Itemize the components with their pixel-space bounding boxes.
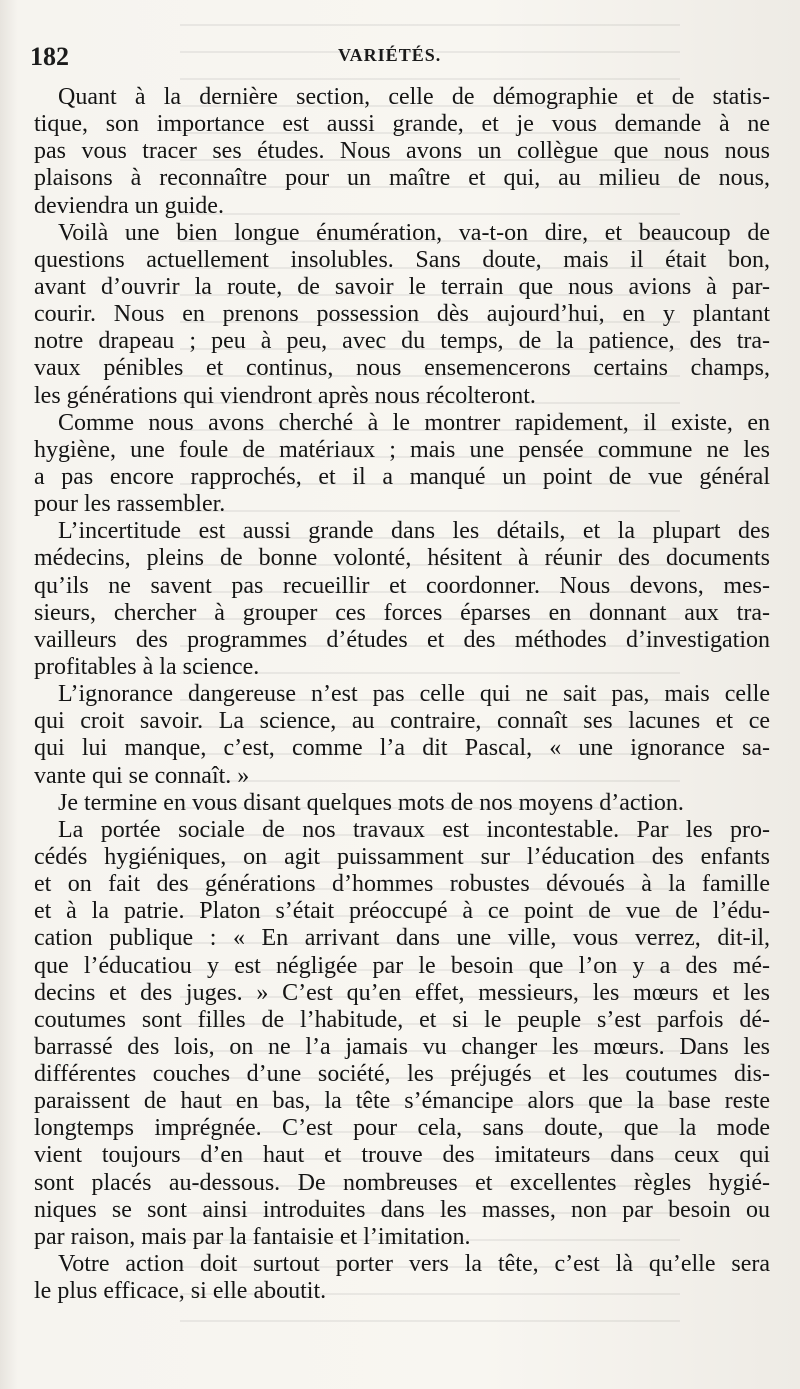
text-line: vaux pénibles et continus, nous ensemencerons certains champs, — [34, 355, 770, 382]
text-line: différentes couches d’une société, les préjugés et les coutumes dis- — [34, 1061, 770, 1088]
text-line: L’incertitude est aussi grande dans les détails, et la plupart des — [58, 518, 770, 545]
paragraph — [34, 817, 770, 1251]
paragraph — [34, 410, 770, 519]
text-line: coutumes sont filles de l’habitude, et si le peuple s’est parfois dé- — [34, 1006, 770, 1033]
text-line: notre drapeau ; peu à peu, avec du temps, de la patience, des tra- — [34, 328, 770, 355]
page-number: 182 — [30, 42, 69, 71]
text-line: paraissent de haut en bas, la tête s’émancipe alors que la base reste — [34, 1088, 770, 1115]
body-text — [34, 84, 770, 1305]
text-line: decins et des juges. » C’est qu’en effet, messieurs, les mœurs et les — [34, 979, 770, 1006]
text-line: vient toujours d’en haut et trouve des imitateurs dans ceux qui — [34, 1142, 770, 1169]
text-line: barrassé des lois, on ne l’a jamais vu changer les mœurs. Dans les — [34, 1033, 770, 1060]
text-line: Comme nous avons cherché à le montrer rapidement, il existe, en — [58, 409, 770, 436]
text-line: plaisons à reconnaître pour un maître et qui, au milieu de nous, — [34, 165, 770, 192]
text-line: profitables à la science. — [34, 653, 260, 680]
text-line: courir. Nous en prenons possession dès aujourd’hui, en y plantant — [34, 301, 770, 328]
text-line: vante qui se connaît. » — [34, 762, 250, 789]
text-line: Je termine en vous disant quelques mots de nos moyens d’action. — [58, 789, 684, 816]
text-line: longtemps imprégnée. C’est pour cela, sans doute, que la mode — [34, 1115, 770, 1142]
text-line: le plus efficace, si elle aboutit. — [34, 1278, 327, 1305]
text-line: sont placés au-dessous. De nombreuses et excellentes règles hygié- — [34, 1169, 770, 1196]
text-line: La portée sociale de nos travaux est incontestable. Par les pro- — [58, 816, 770, 843]
text-line: médecins, pleins de bonne volonté, hésitent à réunir des documents — [34, 545, 770, 572]
text-line: sieurs, chercher à grouper ces forces éparses en donnant aux tra- — [34, 599, 770, 626]
page-header — [30, 42, 770, 74]
text-line: que l’éducatiou y est négligée par le besoin que l’on y a des mé- — [34, 952, 770, 979]
text-line: pas vous tracer ses études. Nous avons un collègue que nous nous — [34, 138, 770, 165]
text-line: qui croit savoir. La science, au contraire, connaît ses lacunes et ce — [34, 708, 770, 735]
text-line: par raison, mais par la fantaisie et l’imitation. — [34, 1223, 471, 1250]
paragraph — [34, 790, 770, 817]
text-line: qui lui manque, c’est, comme l’a dit Pascal, « une ignorance sa- — [34, 735, 770, 762]
text-line: a pas encore rapprochés, et il a manqué un point de vue général — [34, 463, 770, 490]
text-line: Votre action doit surtout porter vers la tête, c’est là qu’elle sera — [58, 1251, 770, 1278]
text-line: Quant à la dernière section, celle de démographie et de statis- — [58, 84, 770, 110]
text-line: pour les rassembler. — [34, 491, 226, 518]
text-line: deviendra un guide. — [34, 192, 224, 219]
text-line: questions actuellement insolubles. Sans doute, mais il était bon, — [34, 246, 770, 273]
text-line: cédés hygiéniques, on agit puissamment sur l’éducation des enfants — [34, 843, 770, 870]
text-line: qu’ils ne savent pas recueillir et coordonner. Nous devons, mes- — [34, 572, 770, 599]
paragraph — [34, 681, 770, 790]
text-line: niques se sont ainsi introduites dans les masses, non par besoin ou — [34, 1196, 770, 1223]
text-line: les générations qui viendront après nous récolteront. — [34, 382, 536, 409]
paragraph — [34, 220, 770, 410]
paragraph — [34, 1251, 770, 1305]
text-line: vailleurs des programmes d’études et des méthodes d’investigation — [34, 626, 770, 653]
text-line: avant d’ouvrir la route, de savoir le terrain que nous avions à par- — [34, 273, 770, 300]
text-line: et on fait des générations d’hommes robustes dévoués à la famille — [34, 871, 770, 898]
text-line: L’ignorance dangereuse n’est pas celle qui ne sait pas, mais celle — [58, 681, 770, 708]
running-head: VARIÉTÉS. — [338, 45, 442, 65]
text-line: Voilà une bien longue énumération, va-t-on dire, et beaucoup de — [58, 219, 770, 246]
paragraph — [34, 84, 770, 220]
text-line: hygiène, une foule de matériaux ; mais une pensée commune ne les — [34, 436, 770, 463]
text-line: tique, son importance est aussi grande, et je vous demande à ne — [34, 111, 770, 138]
paragraph — [34, 518, 770, 681]
text-line: et à la patrie. Platon s’était préoccupé à ce point de vue de l’édu- — [34, 898, 770, 925]
text-line: cation publique : « En arrivant dans une ville, vous verrez, dit-il, — [34, 925, 770, 952]
